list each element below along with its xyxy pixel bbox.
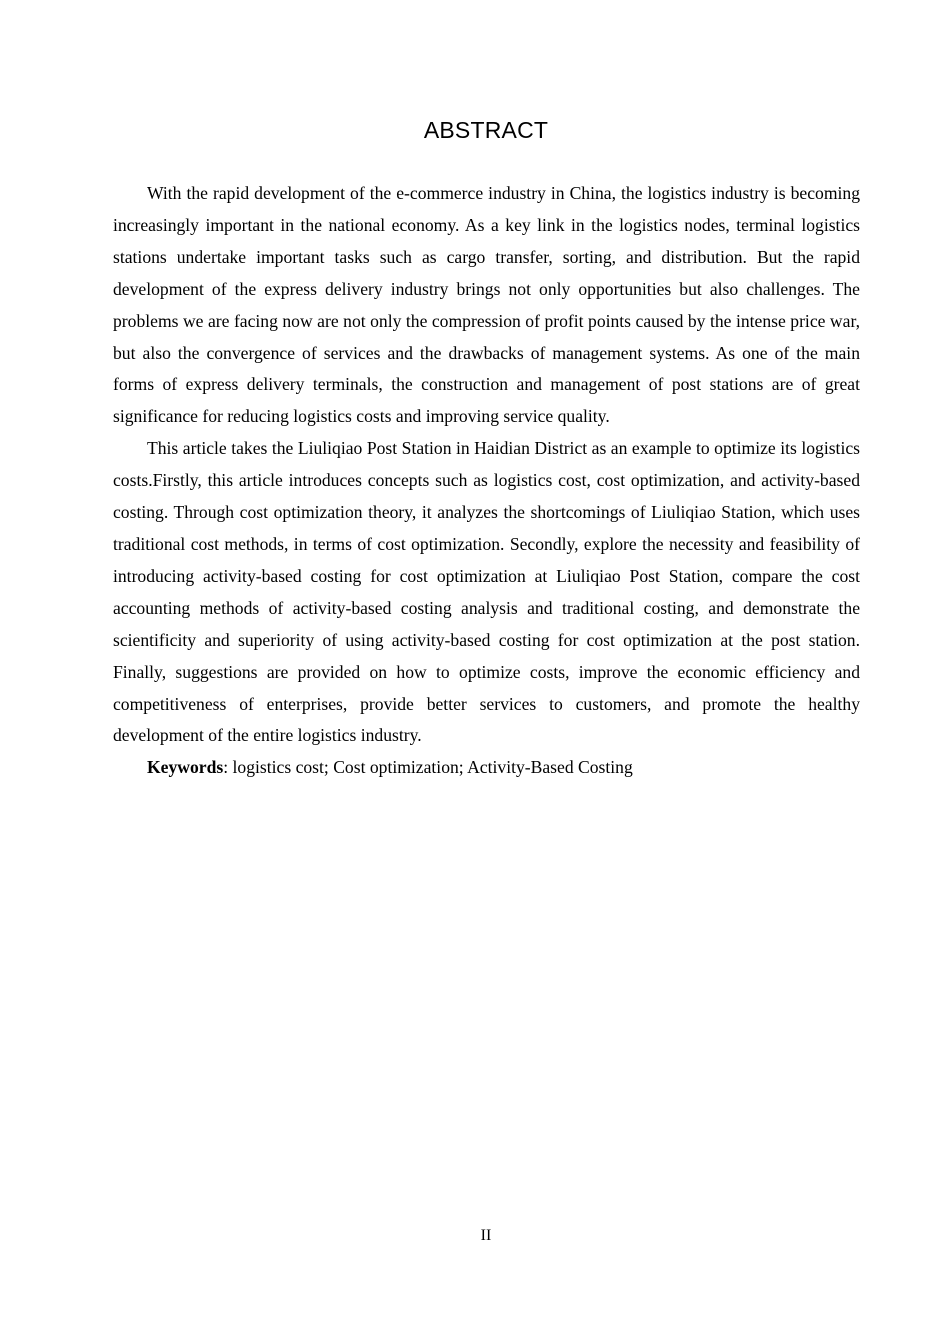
keywords-text: : logistics cost; Cost optimization; Activity-Based Costing [223, 757, 633, 778]
page-number: II [480, 1227, 492, 1244]
keywords-line [113, 752, 860, 784]
abstract-title: ABSTRACT [423, 117, 549, 143]
keywords-label: Keywords [147, 757, 224, 778]
abstract-body [113, 178, 860, 784]
abstract-paragraph-1: With the rapid development of the e-commerce industry in China, the logistics industry is becoming increasingly important in the national economy. As a key link in the logistics nodes, terminal logistics stations undertake important tasks such as cargo transfer, sorting, and distribution. But the rapid development of the express delivery industry brings not only opportunities but also challenges. The problems we are facing now are not only the compression of profit points caused by the intense price war, but also the convergence of services and the drawbacks of management systems. As one of the main forms of express delivery terminals, the construction and management of post stations are of great significance for reducing logistics costs and improving service quality. [113, 183, 860, 427]
abstract-paragraph-2: This article takes the Liuliqiao Post Station in Haidian District as an example to optimize its logistics costs.Firstly, this article introduces concepts such as logistics cost, cost optimization, and activity-based costing. Through cost optimization theory, it analyzes the shortcomings of Liuliqiao Station, which uses traditional cost methods, in terms of cost optimization. Secondly, explore the necessity and feasibility of introducing activity-based costing for cost optimization at Liuliqiao Post Station, compare the cost accounting methods of activity-based costing analysis and traditional costing, and demonstrate the scientificity and superiority of using activity-based costing for cost optimization at the post station. Finally, suggestions are provided on how to optimize costs, improve the economic efficiency and competitiveness of enterprises, provide better services to customers, and promote the healthy development of the entire logistics industry. [113, 438, 860, 746]
